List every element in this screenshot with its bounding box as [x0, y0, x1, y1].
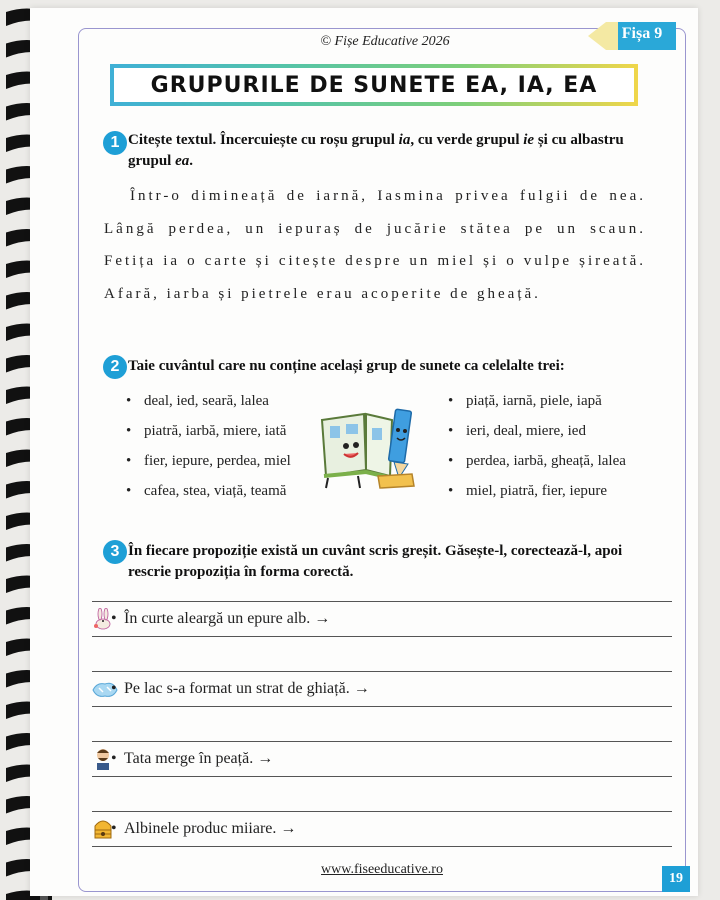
- reading-text: Într-o dimineață de iarnă, Iasmina privea fulgii de nea. Lângă perdea, un iepuraș de jucărie stătea pe un scaun. Fetița ia o carte și citește despre un miel și o vulpe șireată. Afară, iarba și pietrele erau acoperite de gheață.: [104, 188, 646, 302]
- exercise-3-instruction: În fiecare propoziție există un cuvânt scris greșit. Găsește-l, corectează-l, apoi rescrie propoziția în forma corectă.: [128, 543, 623, 580]
- writing-line: [92, 741, 672, 742]
- exercise-1-instruction: Citește textul. Încercuiește cu roșu grupul ia, cu verde grupul ie și cu albastru grupul ea.: [128, 132, 624, 169]
- writing-line[interactable]: [92, 776, 672, 777]
- sheet-tab: [588, 22, 676, 50]
- word-group-item[interactable]: • cafea, stea, viață, teamă: [124, 476, 324, 506]
- sentence-3: • Tata merge în peață. →: [124, 750, 273, 768]
- word-group-list-right: [446, 386, 666, 506]
- title-banner: [110, 64, 638, 106]
- word-group-item[interactable]: • fier, iepure, perdea, miel: [124, 446, 324, 476]
- sheet-label: Fișa 9: [621, 25, 663, 42]
- word-group-item[interactable]: • perdea, iarbă, gheață, lalea: [446, 446, 666, 476]
- writing-line[interactable]: [92, 706, 672, 707]
- exercise-2-instruction: Taie cuvântul care nu conține același grup de sunete ca celelalte trei:: [128, 358, 565, 374]
- exercise-1-number: 1: [103, 131, 127, 155]
- word-group-item[interactable]: • piatră, iarbă, miere, iată: [124, 416, 324, 446]
- writing-line: [92, 601, 672, 602]
- word-group-item[interactable]: • ieri, deal, miere, ied: [446, 416, 666, 446]
- book-pencil-illustration: [318, 400, 418, 492]
- word-group-item[interactable]: • miel, piatră, fier, iepure: [446, 476, 666, 506]
- spiral-hole: [40, 896, 48, 900]
- sentence-4: • Albinele produc miiare. →: [124, 820, 296, 838]
- copyright-text: © Fișe Educative 2026: [320, 34, 450, 49]
- page-number: 19: [662, 866, 690, 892]
- writing-line[interactable]: [92, 636, 672, 637]
- writing-line[interactable]: [92, 846, 672, 847]
- writing-line: [92, 671, 672, 672]
- word-group-item[interactable]: • piață, iarnă, piele, iapă: [446, 386, 666, 416]
- footer-url[interactable]: www.fiseeducative.ro: [321, 862, 443, 877]
- sentence-2: • Pe lac s-a format un strat de ghiață. →: [124, 680, 370, 698]
- word-group-list-left: [124, 386, 324, 506]
- exercise-3-number: 3: [103, 540, 127, 564]
- sentence-1: • În curte aleargă un epure alb. →: [124, 610, 330, 628]
- exercise-2-number: 2: [103, 355, 127, 379]
- page-title: GRUPURILE DE SUNETE EA, IA, EA: [150, 72, 598, 98]
- writing-line: [92, 811, 672, 812]
- word-group-item[interactable]: • deal, ied, seară, lalea: [124, 386, 324, 416]
